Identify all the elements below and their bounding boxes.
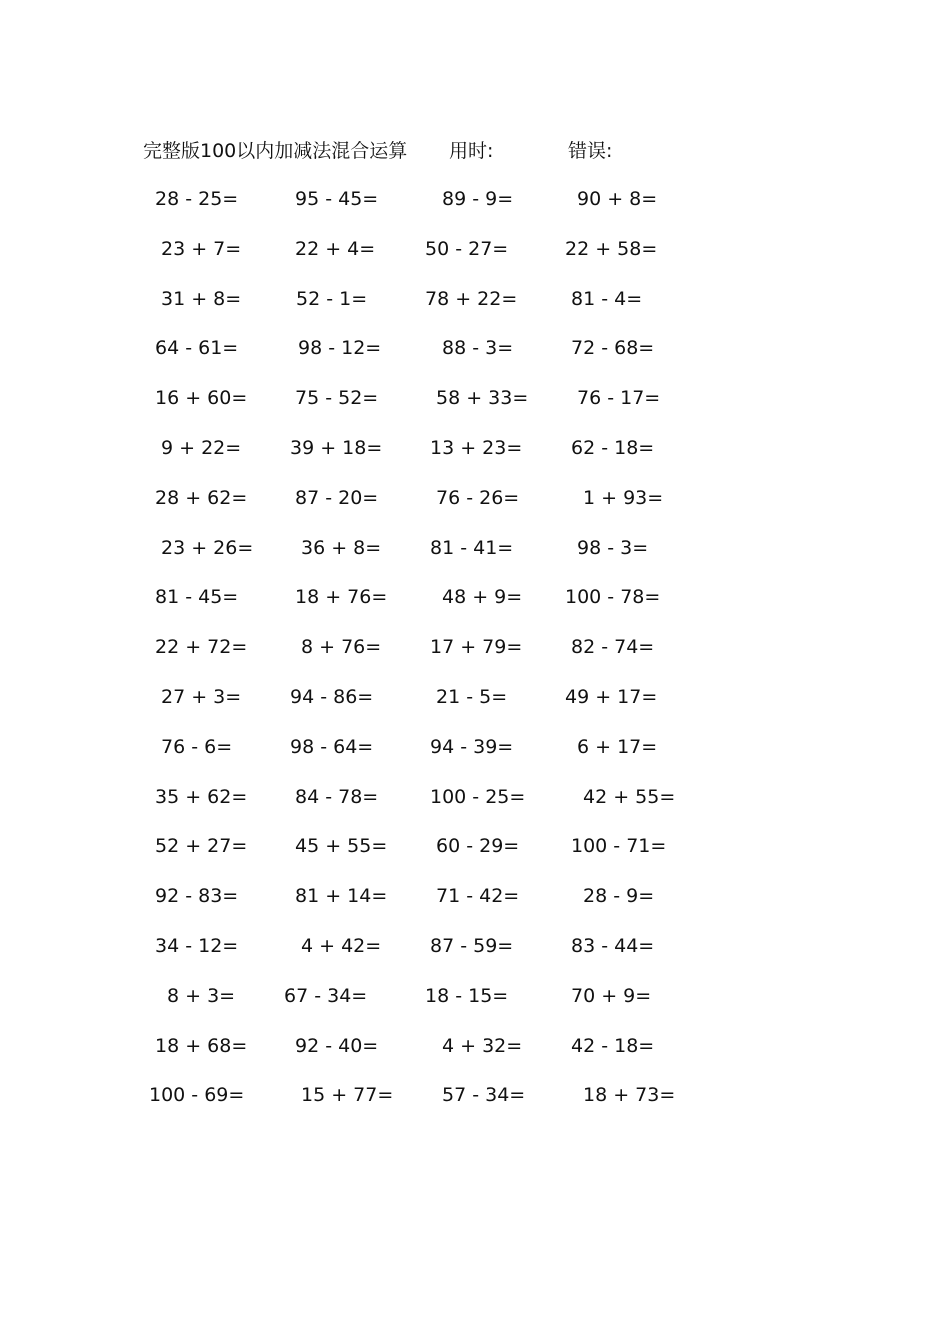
math-problem: 100 - 25= [430,785,526,808]
math-problem: 84 - 78= [295,785,379,808]
math-problem: 75 - 52= [295,387,379,410]
math-problem: 4 + 42= [301,934,382,957]
math-problem: 27 + 3= [161,685,242,708]
math-problem: 28 - 9= [583,885,655,908]
math-problem: 67 - 34= [284,984,368,1007]
math-problem: 49 + 17= [565,685,658,708]
math-problem: 28 - 25= [155,188,239,210]
math-problem: 1 + 93= [583,486,664,509]
problem-row [143,433,703,483]
math-problem: 34 - 12= [155,934,239,957]
math-problem: 18 + 68= [155,1034,248,1057]
problem-row [143,184,703,234]
math-problem: 52 + 27= [155,835,248,858]
problem-row [143,981,703,1031]
math-problem: 22 + 72= [155,636,248,659]
math-problem: 72 - 68= [571,337,655,360]
math-problem: 71 - 42= [436,885,520,908]
math-problem: 78 + 22= [425,287,518,310]
math-problem: 18 + 76= [295,586,388,609]
problem-row [143,931,703,981]
math-problem: 16 + 60= [155,387,248,410]
math-problem: 92 - 83= [155,885,239,908]
math-problem: 45 + 55= [295,835,388,858]
math-problem: 4 + 32= [442,1034,523,1057]
math-problem: 6 + 17= [577,735,658,758]
math-problem: 92 - 40= [295,1034,379,1057]
math-problem: 18 - 15= [425,984,509,1007]
math-problem: 52 - 1= [296,287,368,310]
math-problem: 76 - 26= [436,486,520,509]
problem-row [143,383,703,433]
problem-row [143,1080,703,1130]
math-problem: 60 - 29= [436,835,520,858]
problem-row [143,632,703,682]
errors-label: 错误: [568,140,613,162]
math-problem: 90 + 8= [577,188,658,210]
problem-row [143,284,703,334]
math-problem: 95 - 45= [295,188,379,210]
math-problem: 83 - 44= [571,934,655,957]
math-problem: 13 + 23= [430,436,523,459]
math-problem: 70 + 9= [571,984,652,1007]
math-problem: 100 - 69= [149,1084,245,1107]
math-problem: 98 - 12= [298,337,382,360]
math-problem: 31 + 8= [161,287,242,310]
math-problem: 87 - 20= [295,486,379,509]
math-problem: 89 - 9= [442,188,514,210]
problem-row [143,881,703,931]
problem-row [143,782,703,832]
math-problem: 81 + 14= [295,885,388,908]
math-problem: 15 + 77= [301,1084,394,1107]
math-problem: 23 + 26= [161,536,254,559]
math-problem: 64 - 61= [155,337,239,360]
math-problem: 81 - 4= [571,287,643,310]
math-problem: 62 - 18= [571,436,655,459]
worksheet-title: 完整版100以内加减法混合运算 [143,140,408,162]
problem-row [143,831,703,881]
math-problem: 76 - 6= [161,735,233,758]
math-problem: 22 + 58= [565,237,658,260]
math-problem: 82 - 74= [571,636,655,659]
math-problem: 23 + 7= [161,237,242,260]
problem-row [143,1031,703,1081]
math-problem: 42 + 55= [583,785,676,808]
math-problem: 17 + 79= [430,636,523,659]
math-problem: 100 - 71= [571,835,667,858]
math-problem: 81 - 41= [430,536,514,559]
math-problem: 81 - 45= [155,586,239,609]
math-problem: 18 + 73= [583,1084,676,1107]
math-problem: 98 - 64= [290,735,374,758]
time-label: 用时: [449,140,494,162]
math-problem: 22 + 4= [295,237,376,260]
math-problem: 76 - 17= [577,387,661,410]
math-problem: 87 - 59= [430,934,514,957]
math-problem: 35 + 62= [155,785,248,808]
math-problem: 50 - 27= [425,237,509,260]
math-problem: 8 + 76= [301,636,382,659]
problem-row [143,483,703,533]
math-problem: 48 + 9= [442,586,523,609]
math-problem: 94 - 86= [290,685,374,708]
problem-row [143,732,703,782]
math-problem: 94 - 39= [430,735,514,758]
math-problem: 28 + 62= [155,486,248,509]
problem-row [143,533,703,583]
math-problem: 58 + 33= [436,387,529,410]
problem-row [143,333,703,383]
problem-row [143,582,703,632]
math-problem: 39 + 18= [290,436,383,459]
math-problem: 88 - 3= [442,337,514,360]
math-problem: 57 - 34= [442,1084,526,1107]
math-problem: 9 + 22= [161,436,242,459]
problem-row [143,234,703,284]
math-problem: 8 + 3= [167,984,236,1007]
math-problem: 98 - 3= [577,536,649,559]
problem-grid [143,184,703,1130]
math-problem: 42 - 18= [571,1034,655,1057]
math-problem: 36 + 8= [301,536,382,559]
math-problem: 21 - 5= [436,685,508,708]
problem-row [143,682,703,732]
math-problem: 100 - 78= [565,586,661,609]
